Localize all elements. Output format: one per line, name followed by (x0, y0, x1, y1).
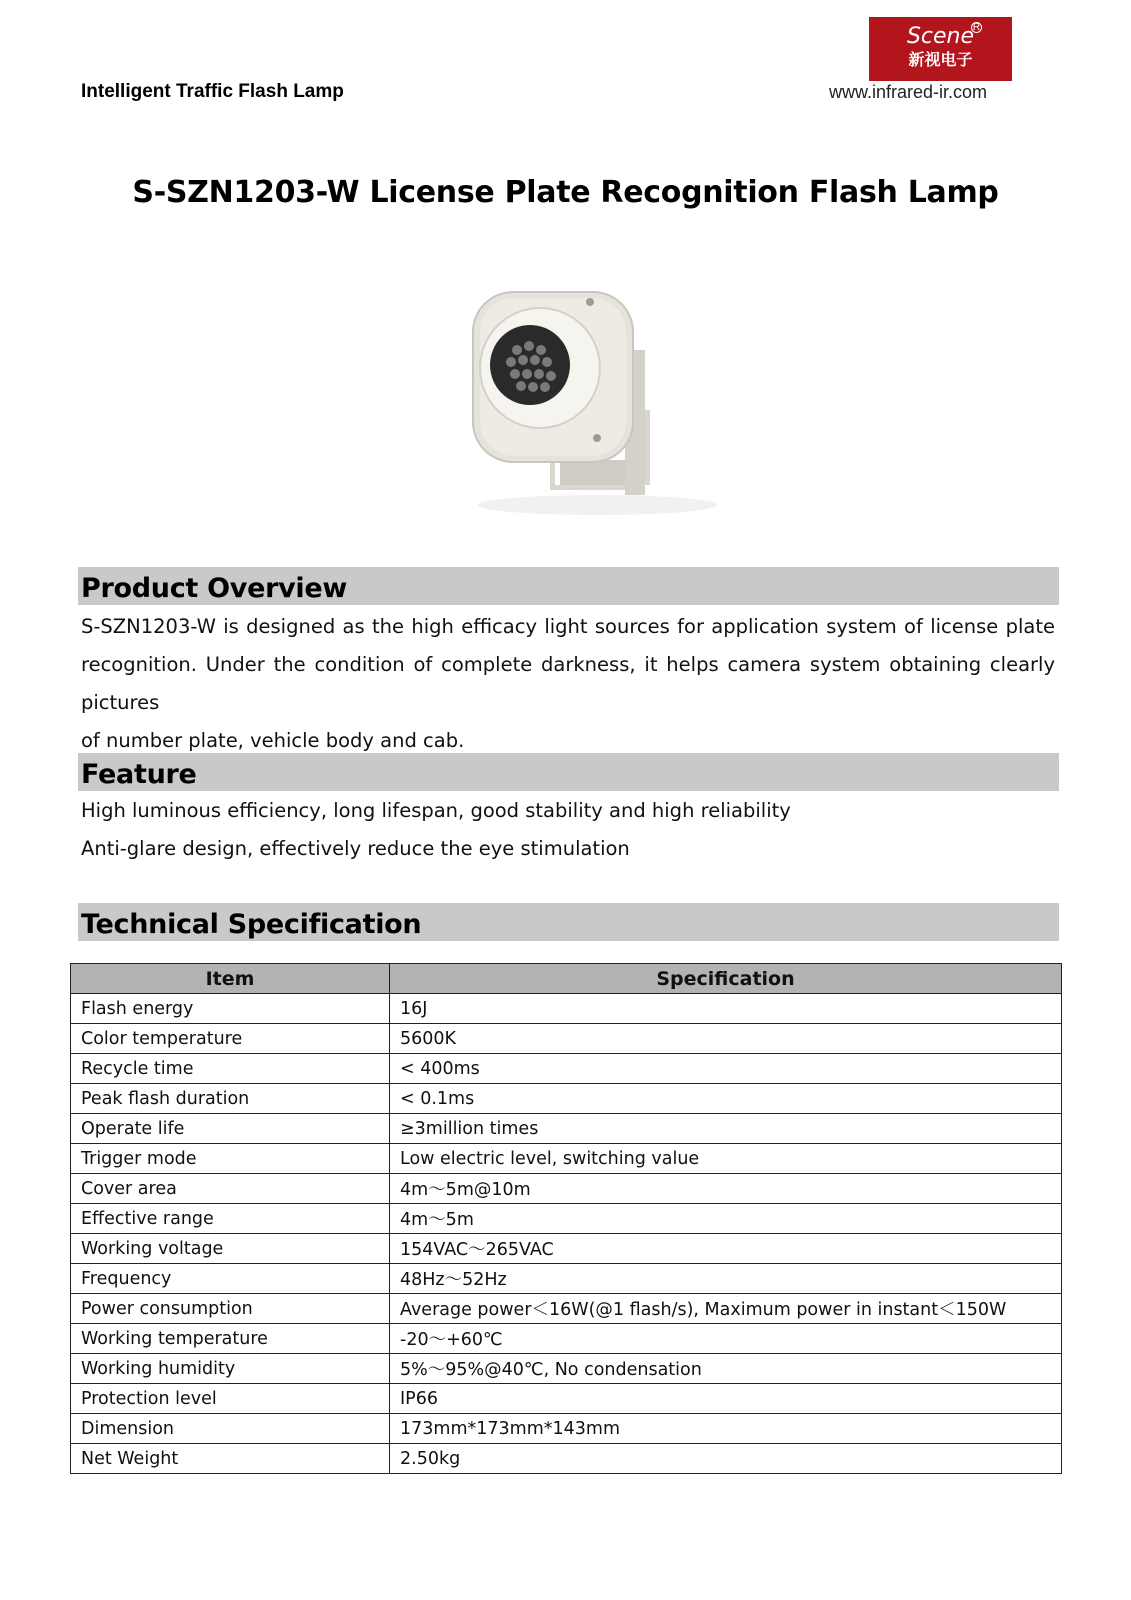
table-row (71, 1264, 1062, 1294)
spec-item-cell: Working humidity (71, 1354, 390, 1384)
overview-heading: Product Overview (81, 573, 348, 604)
spec-item-cell: Effective range (71, 1204, 390, 1234)
table-row (71, 1234, 1062, 1264)
spec-heading: Technical Specification (81, 909, 422, 940)
table-row (71, 1024, 1062, 1054)
spec-value-cell: 4m～5m (390, 1204, 1062, 1234)
spec-item-cell: Recycle time (71, 1054, 390, 1084)
website-link[interactable]: www.infrared-ir.com (829, 82, 988, 102)
spec-item-cell: Working voltage (71, 1234, 390, 1264)
table-row (71, 1384, 1062, 1414)
column-header-item: Item (71, 964, 390, 994)
spec-item-cell: Color temperature (71, 1024, 390, 1054)
page-title: S-SZN1203-W License Plate Recognition Flash Lamp (132, 175, 999, 210)
spec-item-cell: Protection level (71, 1384, 390, 1414)
spec-value-cell: Average power＜16W(@1 flash/s), Maximum power in instant＜150W (390, 1294, 1062, 1324)
brand-logo (869, 17, 1012, 81)
spec-value-cell: 16J (390, 994, 1062, 1024)
spec-value-cell: 4m～5m@10m (390, 1174, 1062, 1204)
column-header-specification: Specification (390, 964, 1062, 994)
spec-value-cell: 154VAC～265VAC (390, 1234, 1062, 1264)
spec-value-cell: 2.50kg (390, 1444, 1062, 1474)
spec-item-cell: Working temperature (71, 1324, 390, 1354)
table-row (71, 1354, 1062, 1384)
spec-table (70, 963, 1062, 1474)
spec-value-cell: -20～+60℃ (390, 1324, 1062, 1354)
overview-section-header (78, 567, 1059, 605)
logo-chinese-text: 新视电子 (908, 50, 973, 69)
overview-line: S-SZN1203-W is designed as the high efficacy light sources for application system of license plate (81, 615, 1055, 638)
spec-value-cell: 48Hz～52Hz (390, 1264, 1062, 1294)
header-document-title: Intelligent Traffic Flash Lamp (81, 81, 344, 102)
overview-line: of number plate, vehicle body and cab. (81, 729, 465, 752)
table-row (71, 1144, 1062, 1174)
spec-value-cell: 173mm*173mm*143mm (390, 1414, 1062, 1444)
spec-item-cell: Peak flash duration (71, 1084, 390, 1114)
spec-item-cell: Operate life (71, 1114, 390, 1144)
feature-item: Anti-glare design, effectively reduce the eye stimulation (81, 837, 630, 860)
table-row (71, 1174, 1062, 1204)
table-row (71, 1204, 1062, 1234)
overview-paragraph (81, 608, 1055, 760)
spec-item-cell: Dimension (71, 1414, 390, 1444)
spec-item-cell: Trigger mode (71, 1144, 390, 1174)
spec-value-cell: < 400ms (390, 1054, 1062, 1084)
feature-heading: Feature (81, 759, 197, 790)
spec-item-cell: Flash energy (71, 994, 390, 1024)
feature-section-header (78, 753, 1059, 791)
table-row (71, 1054, 1062, 1084)
spec-section-header (78, 903, 1059, 941)
spec-value-cell: Low electric level, switching value (390, 1144, 1062, 1174)
spec-value-cell: IP66 (390, 1384, 1062, 1414)
logo-brand-text: Scene (906, 24, 975, 49)
table-row (71, 1294, 1062, 1324)
spec-value-cell: 5600K (390, 1024, 1062, 1054)
spec-item-cell: Net Weight (71, 1444, 390, 1474)
spec-value-cell: ≥3million times (390, 1114, 1062, 1144)
spec-item-cell: Frequency (71, 1264, 390, 1294)
spec-table-header-row (71, 964, 1062, 994)
table-row (71, 1114, 1062, 1144)
table-row (71, 994, 1062, 1024)
spec-value-cell: 5%～95%@40℃, No condensation (390, 1354, 1062, 1384)
table-row (71, 1414, 1062, 1444)
spec-item-cell: Power consumption (71, 1294, 390, 1324)
spec-value-cell: < 0.1ms (390, 1084, 1062, 1114)
spec-item-cell: Cover area (71, 1174, 390, 1204)
overview-line: recognition. Under the condition of complete darkness, it helps camera system obtaining clearly pictures (81, 653, 1055, 714)
product-photo (465, 290, 730, 520)
table-row (71, 1444, 1062, 1474)
registered-mark-icon: R (972, 22, 981, 33)
table-row (71, 1084, 1062, 1114)
feature-item: High luminous efficiency, long lifespan, good stability and high reliability (81, 799, 791, 822)
table-row (71, 1324, 1062, 1354)
